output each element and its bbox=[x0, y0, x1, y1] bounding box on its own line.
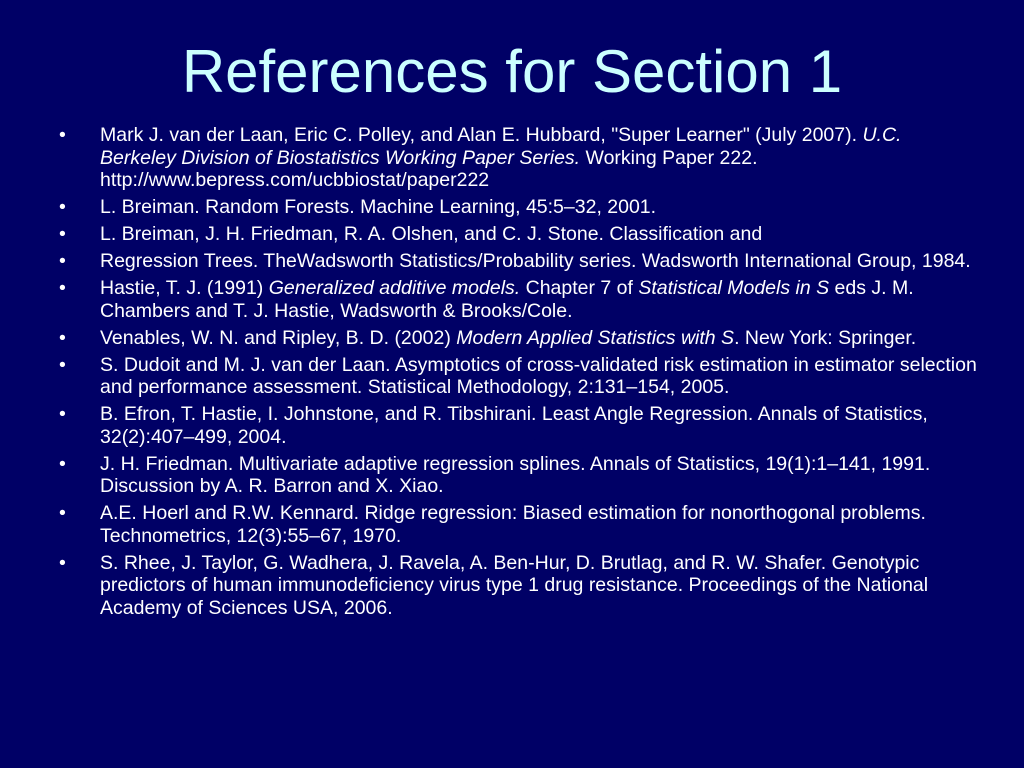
bullet: • bbox=[59, 403, 66, 425]
reference-text: Mark J. van der Laan, Eric C. Polley, and Alan E. Hubbard, "Super Learner" (July 2007). bbox=[100, 124, 858, 146]
reference-text: J. H. Friedman. Multivariate adaptive regression splines. Annals of Statistics, 19(1):1–141, 1991. Discussion by A. R. Barron and X. Xiao. bbox=[100, 452, 931, 497]
reference-item bbox=[59, 124, 980, 192]
reference-item bbox=[59, 353, 980, 399]
reference-item bbox=[59, 452, 980, 498]
reference-text: . New York: Springer. bbox=[734, 326, 917, 349]
reference-text: Hastie, T. J. (1991) bbox=[100, 277, 264, 299]
bullet: • bbox=[59, 353, 66, 376]
bullet: • bbox=[59, 124, 66, 146]
slide-title: References for Section 1 bbox=[181, 38, 843, 105]
reference-item bbox=[59, 403, 980, 448]
reference-item bbox=[59, 502, 980, 547]
reference-item bbox=[59, 326, 980, 350]
reference-text: eds J. M. Chambers and T. J. Hastie, Wadsworth & Brooks/Cole. bbox=[100, 277, 914, 322]
bullet: • bbox=[59, 277, 66, 299]
bullet: • bbox=[59, 502, 66, 524]
bullet: • bbox=[59, 223, 66, 245]
bullet: • bbox=[59, 551, 66, 574]
bullet: • bbox=[59, 196, 66, 218]
reference-italic: Generalized additive models. bbox=[268, 277, 521, 299]
reference-text: Regression Trees. TheWadsworth Statistics/Probability series. Wadsworth International Group, 1984. bbox=[100, 250, 971, 272]
reference-text: L. Breiman, J. H. Friedman, R. A. Olshen, and C. J. Stone. Classification and bbox=[100, 223, 763, 245]
reference-text: L. Breiman. Random Forests. Machine Learning, 45:5–32, 2001. bbox=[100, 196, 657, 218]
bullet: • bbox=[59, 326, 66, 349]
reference-text: Venables, W. N. and Ripley, B. D. (2002) bbox=[100, 326, 451, 349]
reference-item bbox=[59, 551, 980, 620]
reference-text: Chapter 7 of bbox=[525, 277, 633, 299]
reference-italic: U.C. Berkeley Division of Biostatistics Working Paper Series. bbox=[100, 124, 902, 169]
reference-text: B. Efron, T. Hastie, I. Johnstone, and R. Tibshirani. Least Angle Regression. Annals of Statistics, 32(2):407–499, 2004. bbox=[100, 403, 928, 448]
reference-text: Working Paper 222. bbox=[585, 146, 758, 169]
reference-item bbox=[59, 196, 980, 219]
reference-item bbox=[59, 250, 980, 273]
bullet: • bbox=[59, 250, 66, 272]
reference-italic: Modern Applied Statistics with S bbox=[456, 326, 735, 349]
bullet: • bbox=[59, 452, 66, 475]
reference-text: S. Dudoit and M. J. van der Laan. Asymptotics of cross-validated risk estimation in estimator selection and performance assessment. Statistical Methodology, 2:131–154, 2005. bbox=[100, 353, 977, 398]
reference-url: http://www.bepress.com/ucbbiostat/paper222 bbox=[100, 169, 490, 191]
reference-item bbox=[59, 277, 980, 322]
reference-item bbox=[59, 223, 980, 246]
references-list bbox=[59, 124, 980, 624]
reference-italic: Statistical Models in S bbox=[638, 277, 830, 299]
reference-text: A.E. Hoerl and R.W. Kennard. Ridge regression: Biased estimation for nonorthogonal problems. Technometrics, 12(3):55–67, 1970. bbox=[100, 502, 926, 547]
reference-text: S. Rhee, J. Taylor, G. Wadhera, J. Ravela, A. Ben-Hur, D. Brutlag, and R. W. Shafer. Genotypic predictors of human immunodeficiency virus type 1 drug resistance. Proceedings of the National Academy of Sciences USA, 2006. bbox=[100, 551, 929, 619]
